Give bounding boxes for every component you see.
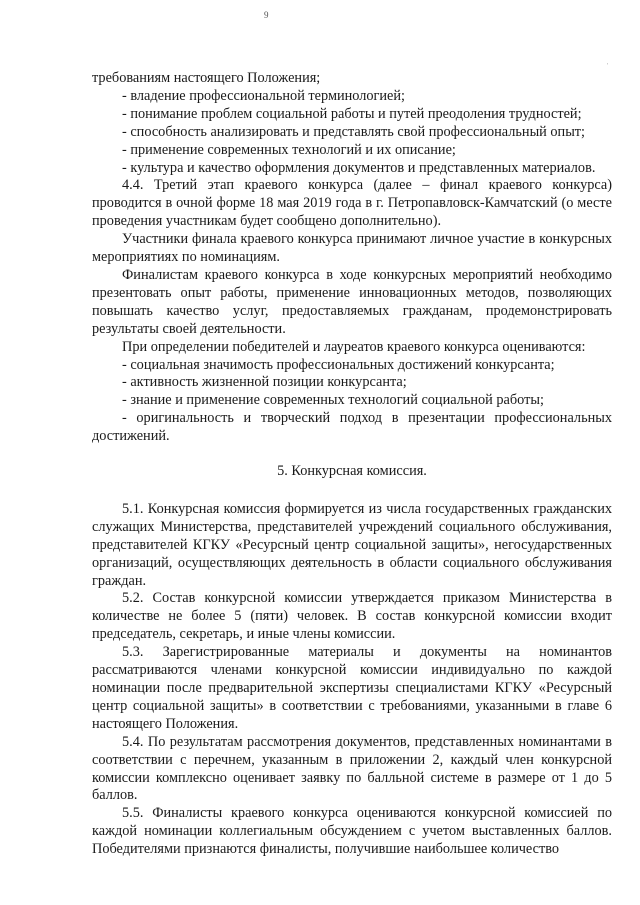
criterion-activity: - активность жизненной позиции конкурсанта; [122,374,407,391]
criterion-originality: - оригинальность и творческий подход в презентации профессиональных достижений. [92,410,612,445]
page-mark: ' [607,62,609,70]
document-body [92,70,612,859]
paragraph-participants: Участники финала краевого конкурса принимают личное участие в конкурсных мероприятиях по номинациям. [92,231,612,266]
criterion-analysis: - способность анализировать и представлять свой профессиональный опыт; [122,123,586,140]
paragraph-criteria-intro: При определении победителей и лауреатов краевого конкурса оцениваются: [122,338,586,355]
paragraph-5-2: 5.2. Состав конкурсной комиссии утверждается приказом Министерства в количестве не более 5 (пяти) человек. В состав конкурсной комиссии входит председатель, секретарь, и иные члены комиссии. [92,590,612,643]
paragraph-5-5: 5.5. Финалисты краевого конкурса оцениваются конкурсной комиссией по каждой номинации коллегиальным обсуждением с учетом выставленных баллов. Победителями признаются финалисты, получившие наибольшее количество [92,805,612,858]
criterion-terminology: - владение профессиональной терминологией; [122,87,406,104]
paragraph-5-1: 5.1. Конкурсная комиссия формируется из числа государственных гражданских служащих Министерства, представителей учреждений социального обслуживания, представителей КГКУ «Ресурсный центр социальной защиты», негосударственных организаций, осуществляющих деятельность в области социального обслуживания граждан. [92,500,612,589]
page-number: 9 [264,10,269,20]
criterion-understanding: - понимание проблем социальной работы и путей преодоления трудностей; [122,105,582,122]
criterion-knowledge: - знание и применение современных технологий социальной работы; [122,392,544,409]
criterion-significance: - социальная значимость профессиональных достижений конкурсанта; [122,356,555,373]
criterion-culture: - культура и качество оформления документов и представленных материалов. [122,159,596,176]
criterion-technologies: - применение современных технологий и их описание; [122,141,456,158]
paragraph-5-4: 5.4. По результатам рассмотрения документов, представленных номинантами в соответствии с перечнем, указанным в приложении 2, каждый член конкурсной комиссии комплексно оценивает заявку по балльной системе в размере от 1 до 5 баллов. [92,733,612,804]
paragraph-5-3: 5.3. Зарегистрированные материалы и документы на номинантов рассматриваются членами конкурсной комиссии индивидуально по каждой номинации после предварительной экспертизы специалистами КГКУ «Ресурсный центр социальной защиты» в соответствии с требованиями, указанными в главе 6 настоящего Положения. [92,644,612,732]
paragraph-finalists: Финалистам краевого конкурса в ходе конкурсных мероприятий необходимо презентовать опыт работы, применение инновационных методов, позволяющих повышать качество услуг, предоставляемых гражданам, продемонстрировать результаты своей деятельности. [92,266,612,337]
requirements-line: требованиям настоящего Положения; [92,70,321,86]
paragraph-4-4: 4.4. Третий этап краевого конкурса (далее – финал краевого конкурса) проводится в очной форме 18 мая 2019 года в г. Петропавловск-Камчатский (о месте проведения участникам будет сообщено дополнительно). [92,177,612,230]
section-5-heading: 5. Конкурсная комиссия. [277,463,427,480]
